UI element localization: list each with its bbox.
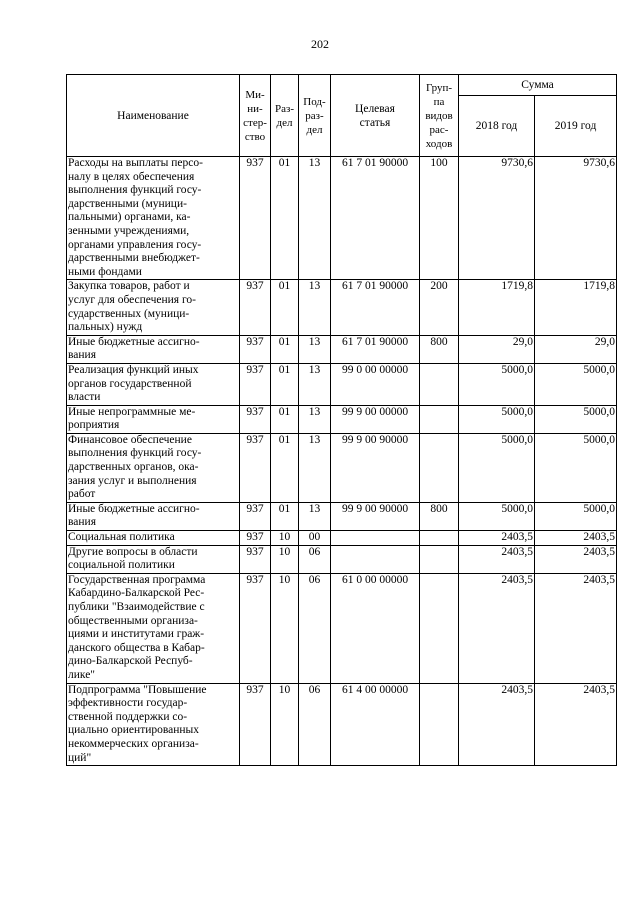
- cell-section: 01: [271, 157, 299, 280]
- cell-sum-2018: 1719,8: [459, 280, 535, 335]
- cell-name: Финансовое обеспечение выполнения функций госу- дарственных органов, ока- зания услуг и выполнения работ: [67, 433, 240, 502]
- header-year-2019-text: 2019 год: [554, 120, 597, 132]
- page-number: 202: [311, 37, 329, 51]
- cell-target: [331, 531, 420, 546]
- cell-sum-2019: 5000,0: [535, 502, 617, 530]
- cell-ministry: 937: [240, 573, 271, 683]
- cell-sum-2018: 5000,0: [459, 405, 535, 433]
- cell-expense-group: [420, 683, 459, 766]
- header-subsection-text: Под- раз- дел: [303, 95, 326, 136]
- budget-table: [66, 74, 617, 766]
- cell-sum-2019: 5000,0: [535, 433, 617, 502]
- table-row: [67, 335, 617, 363]
- cell-ministry: 937: [240, 545, 271, 573]
- cell-name: Закупка товаров, работ и услуг для обеспечения го- сударственных (муници- пальных) нужд: [67, 280, 240, 335]
- cell-sum-2019: 2403,5: [535, 545, 617, 573]
- cell-name: Иные бюджетные ассигно- вания: [67, 335, 240, 363]
- header-ministry-text: Ми- ни- стер- ство: [243, 88, 267, 143]
- header-ministry: [240, 75, 271, 157]
- table-row: [67, 573, 617, 683]
- cell-sum-2018: 5000,0: [459, 433, 535, 502]
- cell-sum-2018: 2403,5: [459, 573, 535, 683]
- cell-sum-2019: 2403,5: [535, 683, 617, 766]
- cell-name: Расходы на выплаты персо- налу в целях обеспечения выполнения функций госу- дарственными (муници- пальными) органами, ка- зенными учреждениями, органами управления госу- дарственными внебюджет- ными фондами: [67, 157, 240, 280]
- cell-expense-group: [420, 405, 459, 433]
- table-row: [67, 157, 617, 280]
- table-row: [67, 433, 617, 502]
- header-year-2018-text: 2018 год: [475, 120, 518, 132]
- cell-expense-group: [420, 363, 459, 405]
- cell-section: 01: [271, 405, 299, 433]
- cell-name: Государственная программа Кабардино-Балкарской Рес- публики "Взаимодействие с общественными организа- циями и институтами граж- данского общества в Кабар- дино-Балкарской Респуб- лике": [67, 573, 240, 683]
- header-subsection: [299, 75, 331, 157]
- cell-sum-2019: 9730,6: [535, 157, 617, 280]
- cell-sum-2018: 5000,0: [459, 363, 535, 405]
- cell-ministry: 937: [240, 280, 271, 335]
- cell-expense-group: [420, 433, 459, 502]
- table-body: [67, 157, 617, 766]
- cell-sum-2019: 2403,5: [535, 531, 617, 546]
- header-name: [67, 75, 240, 157]
- cell-expense-group: 200: [420, 280, 459, 335]
- cell-subsection: 13: [299, 363, 331, 405]
- cell-section: 01: [271, 335, 299, 363]
- header-sum-text: Сумма: [521, 79, 554, 91]
- header-sum: [459, 75, 617, 96]
- cell-section: 10: [271, 531, 299, 546]
- table-row: [67, 545, 617, 573]
- cell-target: 61 7 01 90000: [331, 157, 420, 280]
- cell-target: [331, 545, 420, 573]
- cell-section: 10: [271, 683, 299, 766]
- cell-section: 10: [271, 573, 299, 683]
- cell-sum-2018: 2403,5: [459, 545, 535, 573]
- cell-sum-2018: 2403,5: [459, 683, 535, 766]
- cell-expense-group: [420, 531, 459, 546]
- cell-name: Другие вопросы в области социальной политики: [67, 545, 240, 573]
- cell-expense-group: [420, 545, 459, 573]
- table-row: [67, 363, 617, 405]
- cell-sum-2019: 29,0: [535, 335, 617, 363]
- cell-target: 99 0 00 00000: [331, 363, 420, 405]
- cell-target: 61 7 01 90000: [331, 335, 420, 363]
- cell-target: 99 9 00 90000: [331, 433, 420, 502]
- cell-sum-2018: 5000,0: [459, 502, 535, 530]
- cell-subsection: 06: [299, 545, 331, 573]
- cell-target: 61 4 00 00000: [331, 683, 420, 766]
- cell-sum-2018: 9730,6: [459, 157, 535, 280]
- cell-section: 01: [271, 280, 299, 335]
- cell-sum-2018: 29,0: [459, 335, 535, 363]
- header-section: [271, 75, 299, 157]
- cell-subsection: 13: [299, 157, 331, 280]
- cell-target: 99 9 00 90000: [331, 502, 420, 530]
- cell-expense-group: [420, 573, 459, 683]
- table-row: [67, 280, 617, 335]
- cell-section: 01: [271, 502, 299, 530]
- cell-name: Социальная политика: [67, 531, 240, 546]
- cell-target: 61 0 00 00000: [331, 573, 420, 683]
- table-row: [67, 531, 617, 546]
- cell-name: Подпрограмма "Повышение эффективности государ- ственной поддержки со- циально ориентированных некоммерческих организа- ций": [67, 683, 240, 766]
- cell-target: 99 9 00 00000: [331, 405, 420, 433]
- cell-expense-group: 100: [420, 157, 459, 280]
- cell-sum-2019: 5000,0: [535, 405, 617, 433]
- header-row-top: [67, 75, 617, 96]
- cell-ministry: 937: [240, 335, 271, 363]
- cell-section: 01: [271, 433, 299, 502]
- header-name-text: Наименование: [117, 109, 189, 122]
- cell-ministry: 937: [240, 405, 271, 433]
- cell-sum-2019: 5000,0: [535, 363, 617, 405]
- table-row: [67, 502, 617, 530]
- cell-target: 61 7 01 90000: [331, 280, 420, 335]
- cell-ministry: 937: [240, 531, 271, 546]
- cell-name: Иные непрограммные ме- роприятия: [67, 405, 240, 433]
- cell-subsection: 13: [299, 502, 331, 530]
- cell-sum-2019: 2403,5: [535, 573, 617, 683]
- cell-subsection: 13: [299, 433, 331, 502]
- header-section-text: Раз- дел: [274, 102, 294, 129]
- cell-subsection: 13: [299, 405, 331, 433]
- cell-ministry: 937: [240, 363, 271, 405]
- cell-subsection: 00: [299, 531, 331, 546]
- cell-name: Иные бюджетные ассигно- вания: [67, 502, 240, 530]
- header-expense-group: [420, 75, 459, 157]
- cell-sum-2018: 2403,5: [459, 531, 535, 546]
- table-row: [67, 683, 617, 766]
- header-target-text: Целевая статья: [355, 102, 395, 129]
- cell-name: Реализация функций иных органов государственной власти: [67, 363, 240, 405]
- cell-section: 01: [271, 363, 299, 405]
- cell-subsection: 06: [299, 683, 331, 766]
- header-target: [331, 75, 420, 157]
- cell-section: 10: [271, 545, 299, 573]
- cell-subsection: 13: [299, 280, 331, 335]
- cell-expense-group: 800: [420, 502, 459, 530]
- cell-ministry: 937: [240, 433, 271, 502]
- cell-subsection: 06: [299, 573, 331, 683]
- cell-ministry: 937: [240, 683, 271, 766]
- cell-expense-group: 800: [420, 335, 459, 363]
- header-expense-group-text: Груп- па видов рас- ходов: [425, 81, 453, 150]
- cell-ministry: 937: [240, 502, 271, 530]
- table-row: [67, 405, 617, 433]
- header-year-2019: [535, 96, 617, 157]
- cell-subsection: 13: [299, 335, 331, 363]
- header-year-2018: [459, 96, 535, 157]
- cell-sum-2019: 1719,8: [535, 280, 617, 335]
- cell-ministry: 937: [240, 157, 271, 280]
